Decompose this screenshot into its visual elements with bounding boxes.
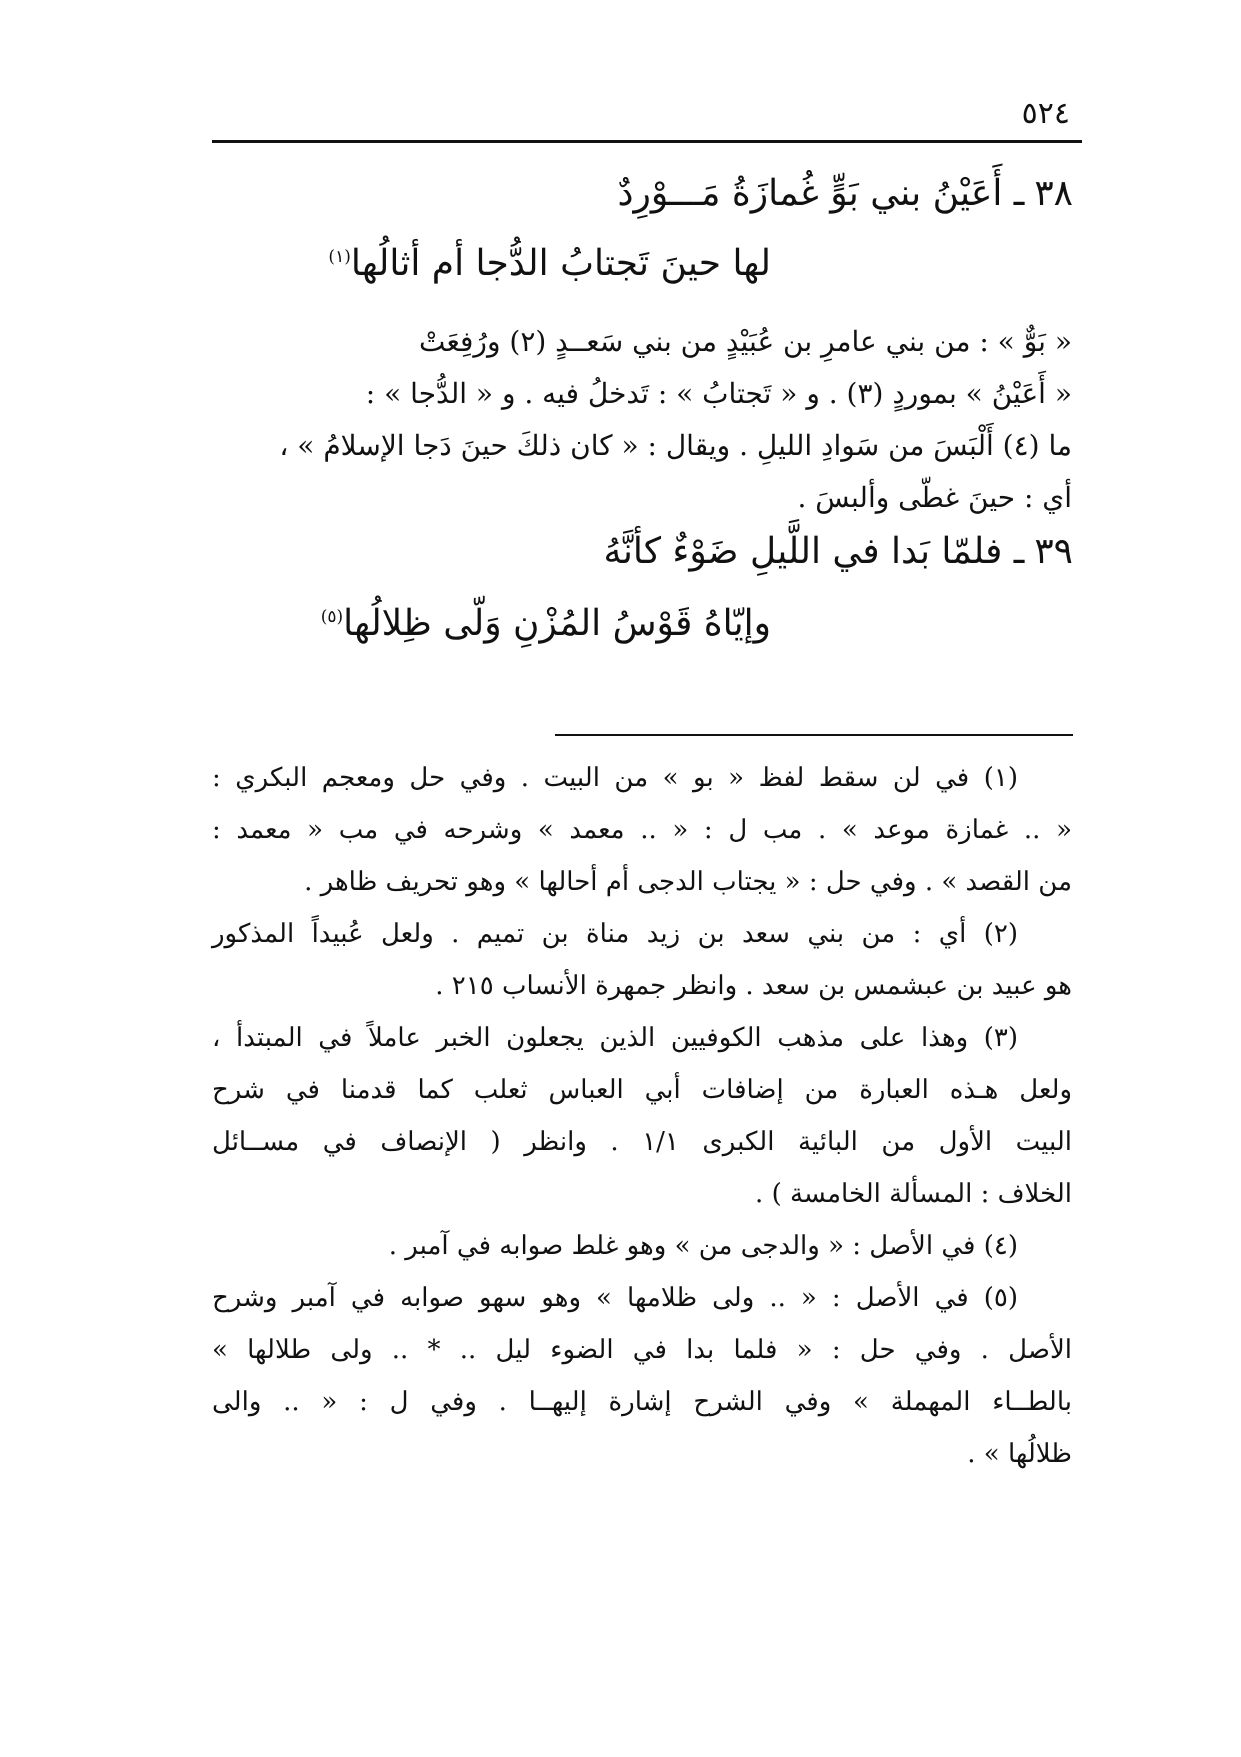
footnote-line: من القصد » . وفي حل : « يجتاب الدجى أم أحالها » وهو تحريف ظاهر .: [304, 867, 1072, 897]
verse-39-first-hemistich: [604, 528, 1073, 576]
footnote-line: البيت الأول من البائية الكبرى ١/١ . وانظر ( الإنصاف في مســائل: [212, 1127, 1073, 1157]
footnote-ref: (٥): [320, 607, 344, 627]
footnote-line: هو عبيد بن عبشمس بن سعد . وانظر جمهرة الأنساب ٢١٥ .: [435, 971, 1072, 1001]
footnote-line: (٣) وهذا على مذهب الكوفيين الذين يجعلون الخبر عاملاً في المبتدأ ،: [212, 1023, 1019, 1053]
footnotes: [212, 752, 1072, 1480]
commentary-line: ما (٤) أَلْبَسَ من سَوادِ الليلِ . ويقال : « كان ذلكَ حينَ دَجا الإسلامُ » ،: [279, 429, 1072, 462]
commentary-line: « أَعَيْنُ » بموردٍ (٣) . و « تَجتابُ » : تَدخلُ فيه . و « الدُّجا » :: [365, 377, 1072, 410]
footnote-line: (١) في لن سقط لفظ « بو » من البيت . وفي حل ومعجم البكري :: [212, 763, 1018, 793]
hemistich-text: لها حينَ تَجتابُ الدُّجا أم أثالُها: [350, 243, 771, 284]
footnote-line: ظلالُها » .: [967, 1439, 1072, 1469]
footnote-line: (٥) في الأصل : « .. ولى ظلامها » وهو سهو صوابه في آمبر وشرح: [212, 1283, 1018, 1313]
footnote-line: الخلاف : المسألة الخامسة ) .: [755, 1179, 1072, 1209]
hemistich-text: ـ أَعَيْنُ بني بَوٍّ غُمازَةُ مَـــوْرِدٌ: [617, 173, 1025, 214]
verse-39-second-hemistich: [321, 600, 771, 648]
footnote-line: (٤) في الأصل : « والدجى من » وهو غلط صوابه في آمبر .: [388, 1231, 1018, 1261]
footnote-ref: (١): [328, 247, 351, 267]
verse-number: ٣٩: [1034, 531, 1073, 572]
footnote-line: « .. غمازة موعد » . مب ل : « .. معمد » وشرحه في مب « معمد :: [212, 815, 1072, 845]
verse-number: ٣٨: [1034, 173, 1073, 214]
footnote-line: ولعل هـذه العبارة من إضافات أبي العباس ثعلب كما قدمنا في شرح: [212, 1075, 1072, 1105]
footnote-line: بالطــاء المهملة » وفي الشرح إشارة إليهــا . وفي ل : « .. والى: [212, 1387, 1072, 1417]
footnote-line: الأصل . وفي حل : « فلما بدا في الضوء ليل .. * .. ولى طلالها »: [212, 1335, 1072, 1365]
hemistich-text: ـ فلمّا بَدا في اللَّيلِ ضَوْءٌ كأنَّهُ: [603, 531, 1025, 572]
footnote-line: (٢) أي : من بني سعد بن زيد مناة بن تميم . ولعل عُبيداً المذكور: [212, 919, 1018, 949]
verse-38-second-hemistich: [328, 240, 771, 288]
page-number: ٥٢٤: [1021, 96, 1070, 131]
header-rule: [212, 140, 1082, 143]
commentary-line: أي : حينَ غطّى وألبسَ .: [797, 481, 1072, 514]
hemistich-text: وإيّاهُ قَوْسُ المُزْنِ وَلّى ظِلالُها: [343, 603, 771, 644]
footnote-separator: [555, 734, 1073, 736]
verse-38-first-hemistich: [618, 170, 1073, 218]
commentary-line: « بَوٌّ » : من بني عامرِ بن عُبَيْدٍ من بني سَعــدٍ (٢) ورُفِعَتْ: [419, 325, 1072, 358]
